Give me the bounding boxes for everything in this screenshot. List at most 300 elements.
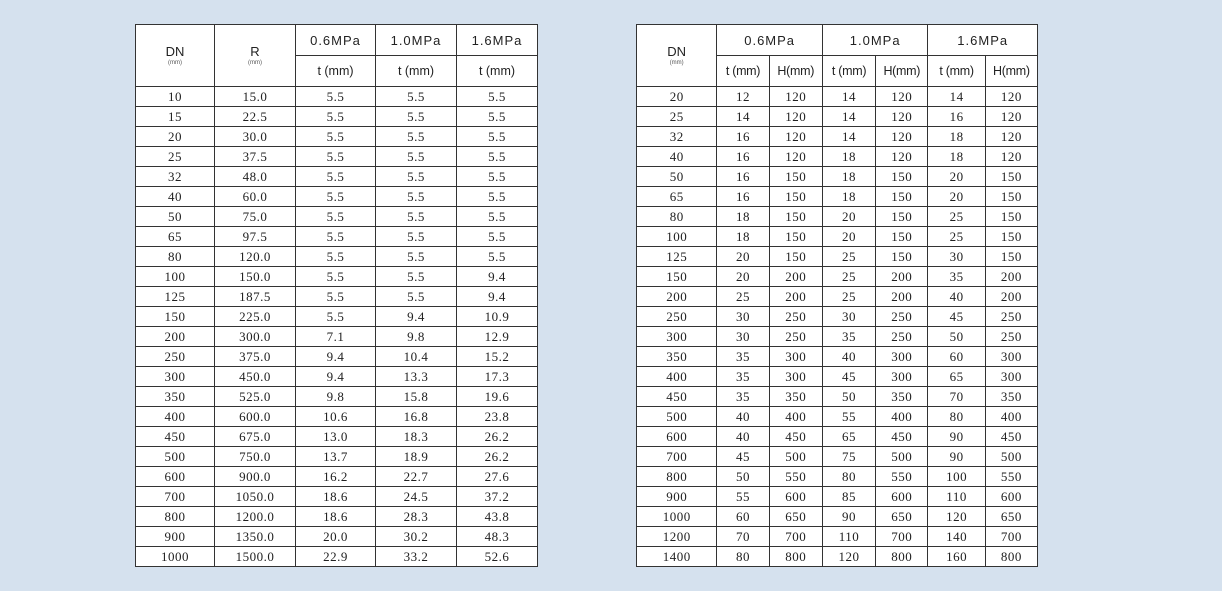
value-cell: 15.8 [376, 387, 457, 407]
table-row [136, 107, 538, 127]
t-subheader: t (mm) [376, 56, 457, 87]
value-cell: 5.5 [296, 87, 376, 107]
dn-cell: 250 [637, 307, 717, 327]
value-cell: 28.3 [376, 507, 457, 527]
dn-cell: 25 [136, 147, 215, 167]
value-cell: 26.2 [457, 447, 538, 467]
table-row [637, 487, 1038, 507]
table-row [136, 247, 538, 267]
value-cell: 250 [985, 327, 1037, 347]
value-cell: 37.2 [457, 487, 538, 507]
t-subheader: t (mm) [928, 56, 985, 87]
table-row [637, 147, 1038, 167]
value-cell: 150 [985, 227, 1037, 247]
value-cell: 5.5 [296, 267, 376, 287]
value-cell: 5.5 [376, 207, 457, 227]
value-cell: 35 [928, 267, 985, 287]
value-cell: 350 [769, 387, 822, 407]
value-cell: 16 [717, 127, 769, 147]
value-cell: 65 [928, 367, 985, 387]
value-cell: 90 [928, 447, 985, 467]
table-row [637, 167, 1038, 187]
value-cell: 900.0 [215, 467, 296, 487]
value-cell: 700 [876, 527, 928, 547]
table-row [136, 527, 538, 547]
value-cell: 18 [822, 167, 875, 187]
value-cell: 50 [928, 327, 985, 347]
value-cell: 48.0 [215, 167, 296, 187]
value-cell: 450 [876, 427, 928, 447]
value-cell: 9.4 [457, 267, 538, 287]
value-cell: 5.5 [296, 307, 376, 327]
dn-cell: 1000 [136, 547, 215, 567]
table-row [136, 487, 538, 507]
left-dimension-table [135, 24, 538, 567]
dn-cell: 900 [136, 527, 215, 547]
dn-cell: 250 [136, 347, 215, 367]
value-cell: 525.0 [215, 387, 296, 407]
value-cell: 160 [928, 547, 985, 567]
value-cell: 25 [822, 287, 875, 307]
value-cell: 120 [769, 107, 822, 127]
table-row [136, 307, 538, 327]
value-cell: 120 [769, 87, 822, 107]
value-cell: 250 [769, 307, 822, 327]
value-cell: 5.5 [376, 187, 457, 207]
dn-cell: 700 [136, 487, 215, 507]
value-cell: 5.5 [296, 287, 376, 307]
value-cell: 16 [717, 187, 769, 207]
dn-cell: 600 [637, 427, 717, 447]
value-cell: 675.0 [215, 427, 296, 447]
table-row [637, 507, 1038, 527]
value-cell: 5.5 [376, 227, 457, 247]
value-cell: 800 [769, 547, 822, 567]
value-cell: 14 [928, 87, 985, 107]
value-cell: 650 [876, 507, 928, 527]
value-cell: 16 [717, 147, 769, 167]
value-cell: 22.7 [376, 467, 457, 487]
value-cell: 5.5 [376, 127, 457, 147]
value-cell: 800 [985, 547, 1037, 567]
h-subheader: H(mm) [876, 56, 928, 87]
value-cell: 14 [822, 127, 875, 147]
value-cell: 600 [985, 487, 1037, 507]
value-cell: 5.5 [296, 227, 376, 247]
value-cell: 20 [717, 247, 769, 267]
value-cell: 200 [769, 287, 822, 307]
dn-cell: 125 [136, 287, 215, 307]
value-cell: 120 [876, 127, 928, 147]
value-cell: 48.3 [457, 527, 538, 547]
value-cell: 90 [928, 427, 985, 447]
value-cell: 375.0 [215, 347, 296, 367]
value-cell: 60 [928, 347, 985, 367]
value-cell: 18 [717, 227, 769, 247]
value-cell: 35 [822, 327, 875, 347]
value-cell: 9.4 [457, 287, 538, 307]
t-subheader: t (mm) [457, 56, 538, 87]
value-cell: 45 [928, 307, 985, 327]
value-cell: 65 [822, 427, 875, 447]
table-row [637, 87, 1038, 107]
value-cell: 400 [876, 407, 928, 427]
table-row [637, 127, 1038, 147]
value-cell: 35 [717, 347, 769, 367]
r-header: R (mm) [215, 25, 296, 87]
t-subheader: t (mm) [296, 56, 376, 87]
right-dimension-table-panel [636, 24, 1038, 567]
value-cell: 120 [876, 107, 928, 127]
value-cell: 5.5 [457, 227, 538, 247]
dn-cell: 1000 [637, 507, 717, 527]
value-cell: 300 [769, 347, 822, 367]
value-cell: 300 [876, 347, 928, 367]
value-cell: 1200.0 [215, 507, 296, 527]
table-row [637, 447, 1038, 467]
value-cell: 650 [769, 507, 822, 527]
table-row [637, 527, 1038, 547]
value-cell: 5.5 [457, 247, 538, 267]
value-cell: 1500.0 [215, 547, 296, 567]
table-row [637, 367, 1038, 387]
table-row [136, 347, 538, 367]
value-cell: 10.6 [296, 407, 376, 427]
table-row [637, 347, 1038, 367]
left-dimension-table-panel [135, 24, 537, 567]
value-cell: 800 [876, 547, 928, 567]
table-row [637, 247, 1038, 267]
value-cell: 30 [822, 307, 875, 327]
table-row [637, 187, 1038, 207]
pressure-header-1-6: 1.6MPa [457, 25, 538, 56]
table-row [637, 107, 1038, 127]
value-cell: 120 [985, 107, 1037, 127]
value-cell: 30 [717, 307, 769, 327]
value-cell: 110 [928, 487, 985, 507]
value-cell: 70 [717, 527, 769, 547]
dn-cell: 20 [637, 87, 717, 107]
value-cell: 200 [985, 287, 1037, 307]
value-cell: 14 [822, 87, 875, 107]
value-cell: 45 [822, 367, 875, 387]
value-cell: 25 [822, 247, 875, 267]
value-cell: 700 [769, 527, 822, 547]
dn-cell: 40 [637, 147, 717, 167]
dn-cell: 25 [637, 107, 717, 127]
value-cell: 30 [928, 247, 985, 267]
value-cell: 450.0 [215, 367, 296, 387]
value-cell: 150 [876, 187, 928, 207]
value-cell: 16.8 [376, 407, 457, 427]
table-row [136, 227, 538, 247]
value-cell: 22.9 [296, 547, 376, 567]
value-cell: 25 [717, 287, 769, 307]
value-cell: 350 [876, 387, 928, 407]
left-table-body [136, 87, 538, 567]
value-cell: 17.3 [457, 367, 538, 387]
value-cell: 1350.0 [215, 527, 296, 547]
table-row [136, 387, 538, 407]
value-cell: 10.4 [376, 347, 457, 367]
value-cell: 18 [822, 187, 875, 207]
table-row [637, 327, 1038, 347]
value-cell: 140 [928, 527, 985, 547]
value-cell: 85 [822, 487, 875, 507]
pressure-header-1-0: 1.0MPa [376, 25, 457, 56]
right-table-body [637, 87, 1038, 567]
value-cell: 250 [769, 327, 822, 347]
value-cell: 150 [876, 167, 928, 187]
value-cell: 20.0 [296, 527, 376, 547]
dn-cell: 100 [136, 267, 215, 287]
value-cell: 550 [985, 467, 1037, 487]
value-cell: 30.2 [376, 527, 457, 547]
dn-cell: 500 [136, 447, 215, 467]
value-cell: 18 [717, 207, 769, 227]
dn-cell: 300 [136, 367, 215, 387]
value-cell: 5.5 [457, 87, 538, 107]
value-cell: 43.8 [457, 507, 538, 527]
value-cell: 55 [822, 407, 875, 427]
dn-cell: 350 [136, 387, 215, 407]
dn-cell: 800 [136, 507, 215, 527]
value-cell: 23.8 [457, 407, 538, 427]
value-cell: 12 [717, 87, 769, 107]
value-cell: 650 [985, 507, 1037, 527]
value-cell: 120 [769, 127, 822, 147]
value-cell: 14 [822, 107, 875, 127]
value-cell: 120 [769, 147, 822, 167]
table-row [136, 507, 538, 527]
value-cell: 50 [717, 467, 769, 487]
table-row [637, 547, 1038, 567]
value-cell: 9.4 [376, 307, 457, 327]
value-cell: 15.0 [215, 87, 296, 107]
value-cell: 33.2 [376, 547, 457, 567]
value-cell: 15.2 [457, 347, 538, 367]
value-cell: 22.5 [215, 107, 296, 127]
dn-cell: 150 [637, 267, 717, 287]
dn-cell: 450 [136, 427, 215, 447]
value-cell: 5.5 [376, 287, 457, 307]
value-cell: 150 [769, 187, 822, 207]
value-cell: 26.2 [457, 427, 538, 447]
value-cell: 150 [985, 187, 1037, 207]
value-cell: 13.7 [296, 447, 376, 467]
value-cell: 187.5 [215, 287, 296, 307]
dn-cell: 200 [637, 287, 717, 307]
table-row [637, 427, 1038, 447]
value-cell: 16 [717, 167, 769, 187]
value-cell: 150 [985, 247, 1037, 267]
value-cell: 120 [928, 507, 985, 527]
table-row [136, 187, 538, 207]
value-cell: 40 [717, 427, 769, 447]
table-row [637, 307, 1038, 327]
value-cell: 5.5 [376, 267, 457, 287]
value-cell: 18 [928, 147, 985, 167]
value-cell: 50 [822, 387, 875, 407]
value-cell: 150 [769, 247, 822, 267]
value-cell: 250 [876, 307, 928, 327]
table-row [637, 387, 1038, 407]
value-cell: 200 [876, 287, 928, 307]
dn-header: DN (mm) [637, 25, 717, 87]
table-row [637, 467, 1038, 487]
value-cell: 19.6 [457, 387, 538, 407]
value-cell: 9.8 [296, 387, 376, 407]
value-cell: 450 [985, 427, 1037, 447]
value-cell: 18.9 [376, 447, 457, 467]
value-cell: 5.5 [296, 107, 376, 127]
value-cell: 120.0 [215, 247, 296, 267]
value-cell: 500 [985, 447, 1037, 467]
pressure-header-1-0: 1.0MPa [822, 25, 928, 56]
table-row [136, 547, 538, 567]
table-row [136, 267, 538, 287]
value-cell: 400 [985, 407, 1037, 427]
value-cell: 300.0 [215, 327, 296, 347]
table-row [136, 167, 538, 187]
value-cell: 18.6 [296, 507, 376, 527]
value-cell: 13.0 [296, 427, 376, 447]
value-cell: 500 [876, 447, 928, 467]
value-cell: 250 [876, 327, 928, 347]
value-cell: 550 [876, 467, 928, 487]
value-cell: 5.5 [457, 147, 538, 167]
value-cell: 5.5 [296, 187, 376, 207]
value-cell: 120 [822, 547, 875, 567]
value-cell: 300 [876, 367, 928, 387]
value-cell: 75.0 [215, 207, 296, 227]
value-cell: 12.9 [457, 327, 538, 347]
dn-cell: 125 [637, 247, 717, 267]
table-row [637, 227, 1038, 247]
value-cell: 25 [822, 267, 875, 287]
value-cell: 35 [717, 387, 769, 407]
value-cell: 120 [985, 127, 1037, 147]
dn-cell: 1200 [637, 527, 717, 547]
value-cell: 150 [985, 167, 1037, 187]
value-cell: 120 [985, 147, 1037, 167]
value-cell: 450 [769, 427, 822, 447]
table-row [136, 207, 538, 227]
value-cell: 27.6 [457, 467, 538, 487]
value-cell: 5.5 [457, 107, 538, 127]
value-cell: 5.5 [457, 187, 538, 207]
value-cell: 150 [769, 167, 822, 187]
t-subheader: t (mm) [822, 56, 875, 87]
table-row [136, 407, 538, 427]
h-subheader: H(mm) [985, 56, 1037, 87]
value-cell: 5.5 [376, 87, 457, 107]
table-row [136, 327, 538, 347]
value-cell: 200 [985, 267, 1037, 287]
table-row [136, 467, 538, 487]
value-cell: 550 [769, 467, 822, 487]
value-cell: 18 [928, 127, 985, 147]
dn-cell: 80 [637, 207, 717, 227]
value-cell: 700 [985, 527, 1037, 547]
value-cell: 600 [876, 487, 928, 507]
value-cell: 55 [717, 487, 769, 507]
table-row [136, 367, 538, 387]
dn-header: DN (mm) [136, 25, 215, 87]
value-cell: 5.5 [457, 167, 538, 187]
value-cell: 5.5 [457, 207, 538, 227]
value-cell: 300 [985, 347, 1037, 367]
value-cell: 5.5 [376, 147, 457, 167]
value-cell: 37.5 [215, 147, 296, 167]
value-cell: 20 [822, 207, 875, 227]
table-row [136, 147, 538, 167]
value-cell: 100 [928, 467, 985, 487]
value-cell: 400 [769, 407, 822, 427]
value-cell: 20 [822, 227, 875, 247]
value-cell: 110 [822, 527, 875, 547]
dn-cell: 15 [136, 107, 215, 127]
dn-cell: 100 [637, 227, 717, 247]
value-cell: 9.4 [296, 367, 376, 387]
value-cell: 18.6 [296, 487, 376, 507]
value-cell: 25 [928, 227, 985, 247]
value-cell: 20 [717, 267, 769, 287]
value-cell: 5.5 [376, 247, 457, 267]
value-cell: 20 [928, 187, 985, 207]
value-cell: 5.5 [296, 167, 376, 187]
dn-cell: 400 [136, 407, 215, 427]
value-cell: 18 [822, 147, 875, 167]
value-cell: 13.3 [376, 367, 457, 387]
value-cell: 5.5 [296, 247, 376, 267]
value-cell: 45 [717, 447, 769, 467]
value-cell: 150 [876, 247, 928, 267]
value-cell: 16.2 [296, 467, 376, 487]
dn-cell: 65 [136, 227, 215, 247]
value-cell: 500 [769, 447, 822, 467]
value-cell: 80 [822, 467, 875, 487]
value-cell: 120 [985, 87, 1037, 107]
dn-cell: 150 [136, 307, 215, 327]
value-cell: 7.1 [296, 327, 376, 347]
table-row [637, 407, 1038, 427]
value-cell: 24.5 [376, 487, 457, 507]
table-row [136, 127, 538, 147]
value-cell: 16 [928, 107, 985, 127]
value-cell: 40 [717, 407, 769, 427]
value-cell: 5.5 [296, 207, 376, 227]
value-cell: 40 [928, 287, 985, 307]
dn-cell: 50 [637, 167, 717, 187]
value-cell: 300 [769, 367, 822, 387]
table-row [136, 427, 538, 447]
value-cell: 75 [822, 447, 875, 467]
table-row [136, 447, 538, 467]
value-cell: 350 [985, 387, 1037, 407]
value-cell: 150.0 [215, 267, 296, 287]
value-cell: 80 [928, 407, 985, 427]
value-cell: 150 [985, 207, 1037, 227]
value-cell: 150 [769, 227, 822, 247]
value-cell: 150 [769, 207, 822, 227]
value-cell: 60 [717, 507, 769, 527]
dn-cell: 450 [637, 387, 717, 407]
dn-cell: 800 [637, 467, 717, 487]
table-row [637, 287, 1038, 307]
dn-cell: 200 [136, 327, 215, 347]
table-row [637, 267, 1038, 287]
